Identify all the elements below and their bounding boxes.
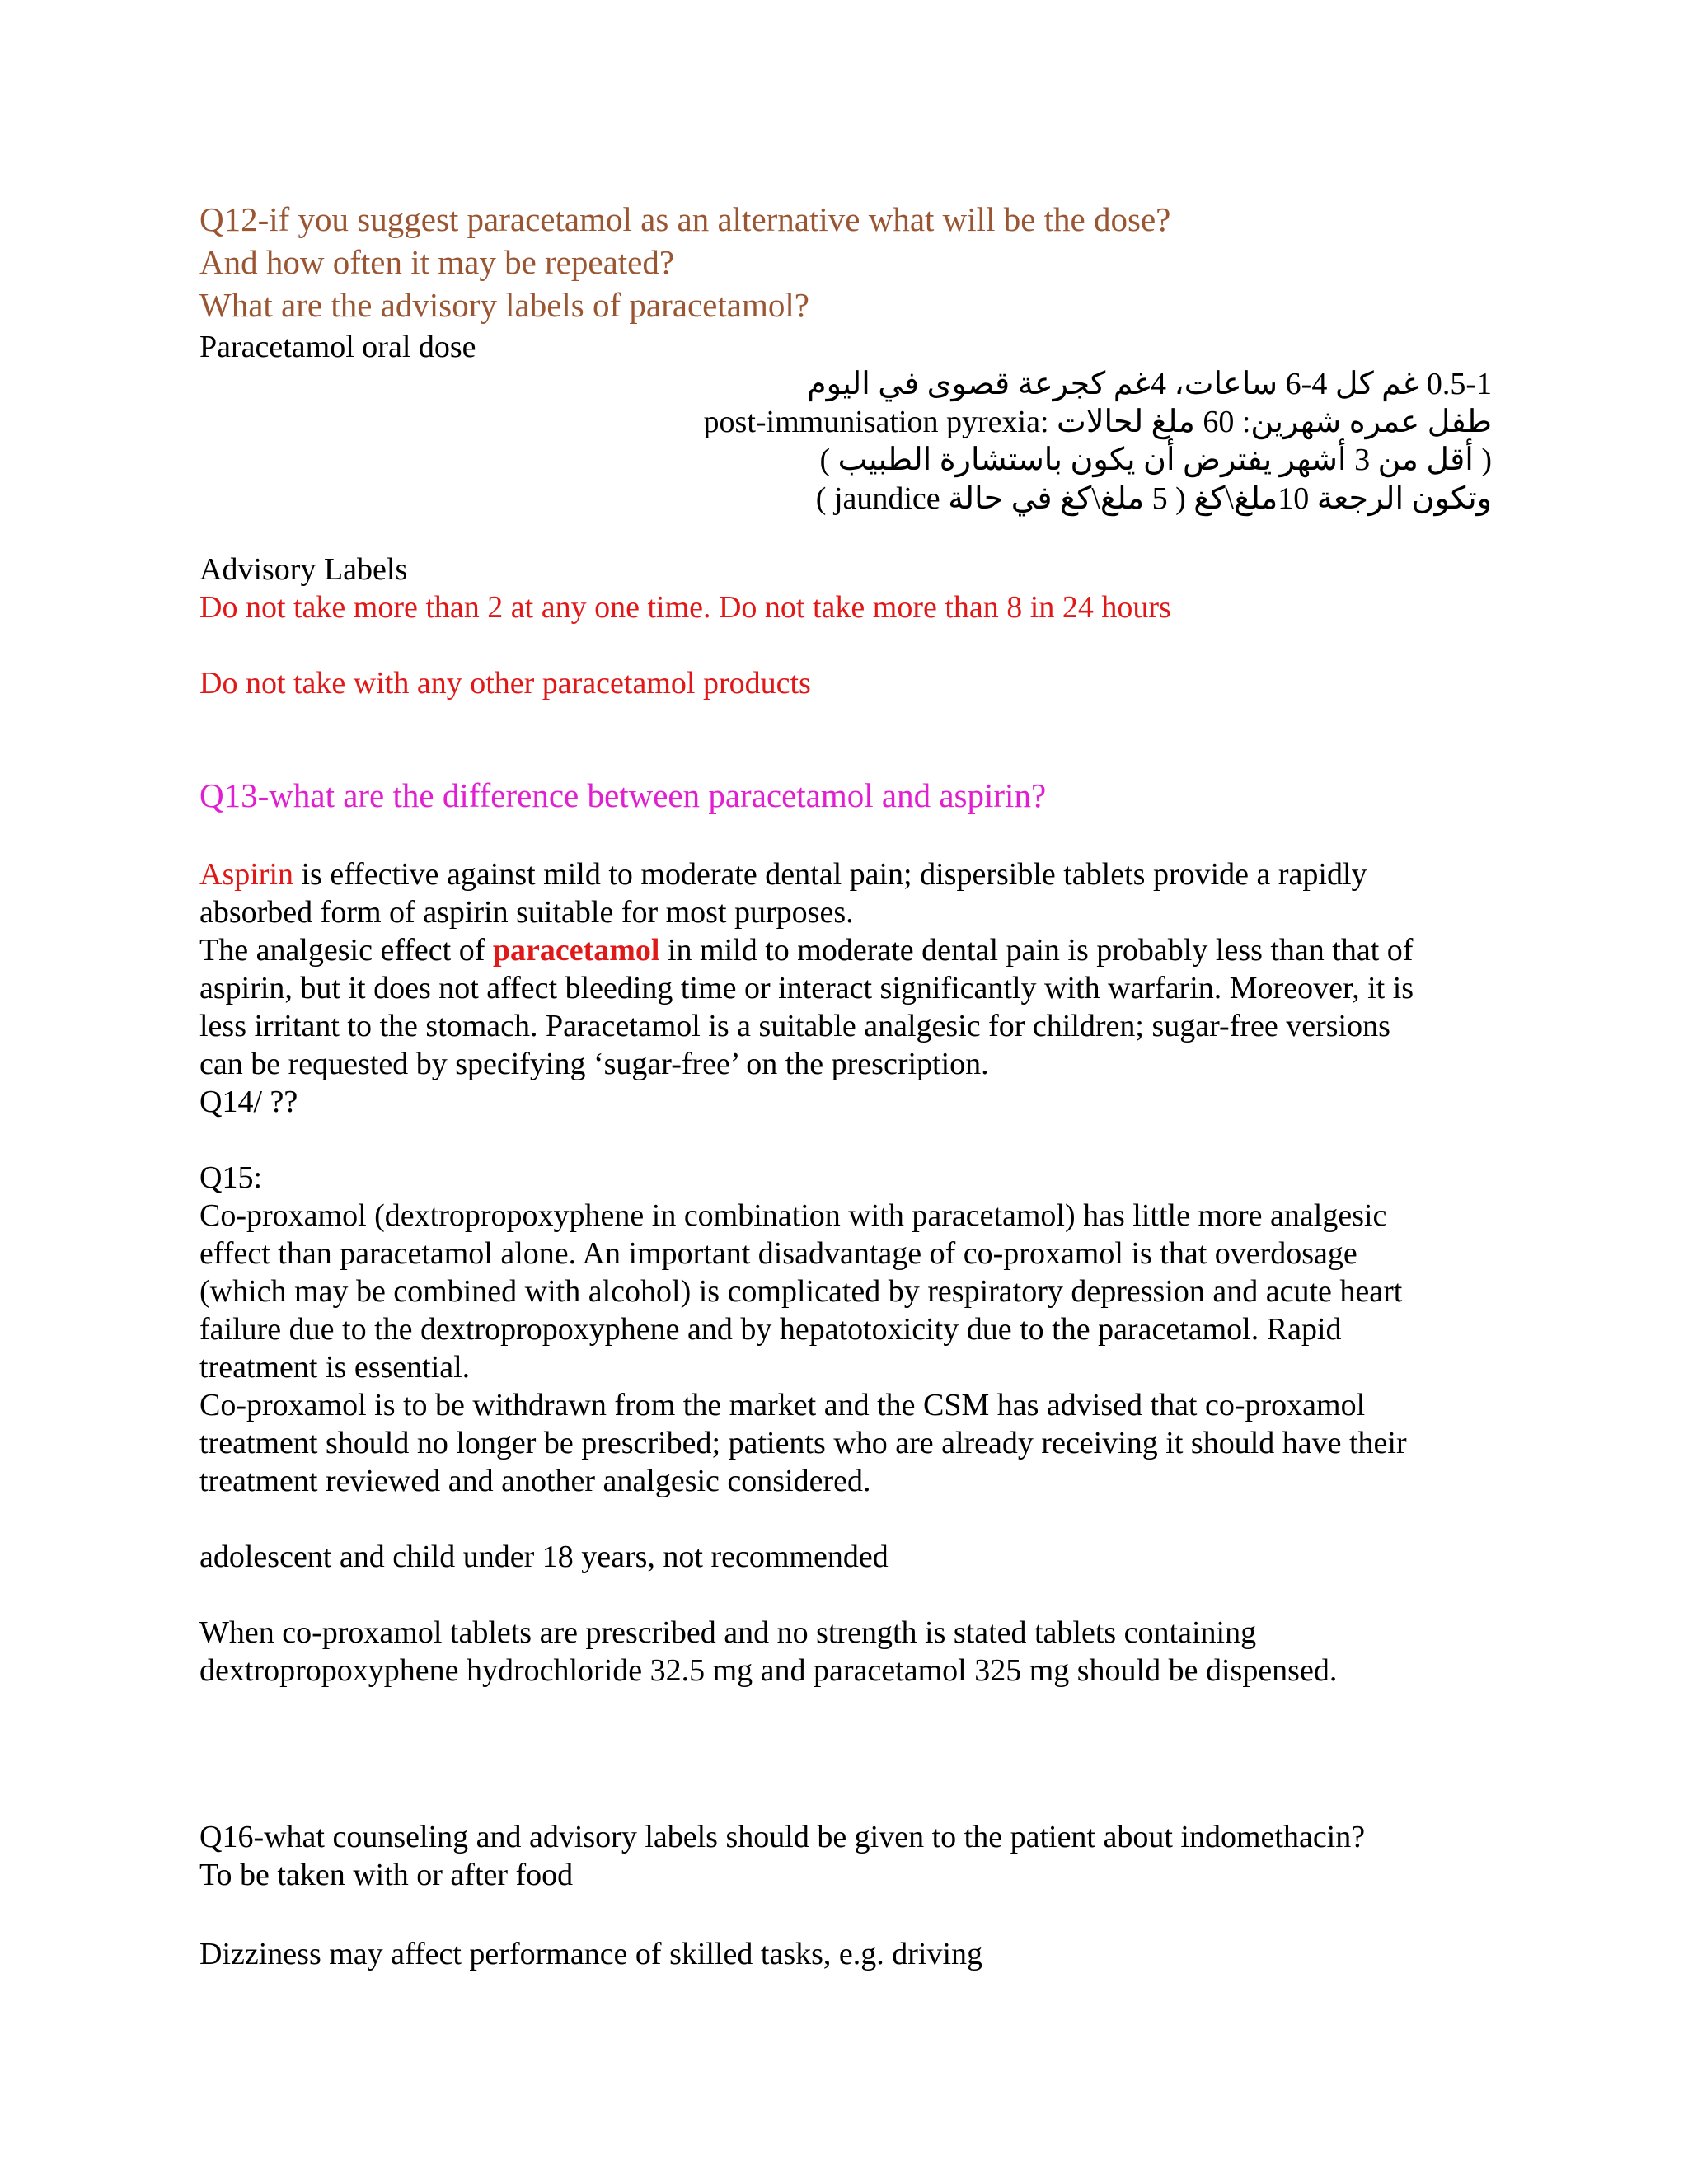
q15-line-4: failure due to the dextropropoxyphene and by hepatotoxicity due to the paracetamol. Rapid: [199, 1312, 1342, 1347]
q13-title: Q13-what are the difference between paracetamol and aspirin?: [199, 776, 1047, 814]
arabic-dose-line-3: ( أقل من 3 أشهر يفترض أن يكون باستشارة الطبيب ): [819, 443, 1492, 477]
aspirin-highlight: Aspirin: [199, 857, 293, 892]
q13-paragraph-2-line-2: aspirin, but it does not affect bleeding time or interact significantly with warfarin. Moreover, it is: [199, 971, 1414, 1005]
q15-line-2: effect than paracetamol alone. An important disadvantage of co-proxamol is that overdosage: [199, 1236, 1357, 1271]
q13-paragraph-2-line-4: can be requested by specifying ‘sugar-free’ on the prescription.: [199, 1047, 989, 1081]
q16-dizziness-label: Dizziness may affect performance of skilled tasks, e.g. driving: [199, 1937, 983, 1971]
paracetamol-highlight: paracetamol: [492, 933, 660, 968]
q15-title: Q15:: [199, 1160, 262, 1195]
q13-paragraph-2-line-3: less irritant to the stomach. Paracetamol is a suitable analgesic for children; sugar-free versions: [199, 1009, 1390, 1043]
q15-line-3: (which may be combined with alcohol) is complicated by respiratory depression and acute heart: [199, 1274, 1403, 1309]
q15-adolescent-note: adolescent and child under 18 years, not recommended: [199, 1540, 889, 1574]
q16-title: Q16-what counseling and advisory labels should be given to the patient about indomethacin?: [199, 1820, 1366, 1854]
q13-p2-suffix: in mild to moderate dental pain is probably less than that of: [659, 933, 1414, 968]
q15-line-7: treatment should no longer be prescribed; patients who are already receiving it should have their: [199, 1426, 1407, 1460]
q15-line-8: treatment reviewed and another analgesic considered.: [199, 1464, 871, 1498]
advisory-label-2: Do not take with any other paracetamol products: [199, 666, 811, 701]
q15-when-line-2: dextropropoxyphene hydrochloride 32.5 mg and paracetamol 325 mg should be dispensed.: [199, 1653, 1338, 1688]
q14-text: Q14/ ??: [199, 1085, 298, 1119]
q13-paragraph-2-line-1: [199, 931, 1413, 969]
advisory-label-1: Do not take more than 2 at any one time. Do not take more than 8 in 24 hours: [199, 590, 1171, 625]
q12-question-line-1: Q12-if you suggest paracetamol as an alternative what will be the dose?: [199, 200, 1171, 238]
arabic-dose-line-1: 0.5-1 غم كل 4-6 ساعات، 4غم كجرعة قصوى في اليوم: [807, 367, 1492, 401]
q15-line-1: Co-proxamol (dextropropoxyphene in combination with paracetamol) has little more analgesic: [199, 1198, 1387, 1233]
q15-line-6: Co-proxamol is to be withdrawn from the market and the CSM has advised that co-proxamol: [199, 1388, 1366, 1422]
q13-p1-text: is effective against mild to moderate dental pain; dispersible tablets provide a rapidly: [293, 857, 1367, 892]
dose-title: Paracetamol oral dose: [199, 330, 476, 364]
q13-paragraph-1-line-2: absorbed form of aspirin suitable for most purposes.: [199, 895, 854, 930]
q16-food-label: To be taken with or after food: [199, 1858, 574, 1892]
q12-question-line-2: And how often it may be repeated?: [199, 243, 675, 281]
q13-paragraph-1-line-1: [199, 855, 1367, 893]
q15-line-5: treatment is essential.: [199, 1350, 471, 1385]
arabic-dose-line-2: post-immunisation pyrexia: طفل عمره شهرين: 60 ملغ لحالات: [703, 405, 1492, 439]
arabic-dose-line-4: ( jaundice وتكون الرجعة 10ملغ\كغ ( 5 ملغ\كغ في حالة: [815, 481, 1492, 516]
q12-question-line-3: What are the advisory labels of paracetamol?: [199, 286, 809, 324]
q15-when-line-1: When co-proxamol tablets are prescribed and no strength is stated tablets containing: [199, 1615, 1257, 1650]
q13-p2-prefix: The analgesic effect of: [199, 933, 493, 968]
advisory-labels-title: Advisory Labels: [199, 552, 408, 587]
